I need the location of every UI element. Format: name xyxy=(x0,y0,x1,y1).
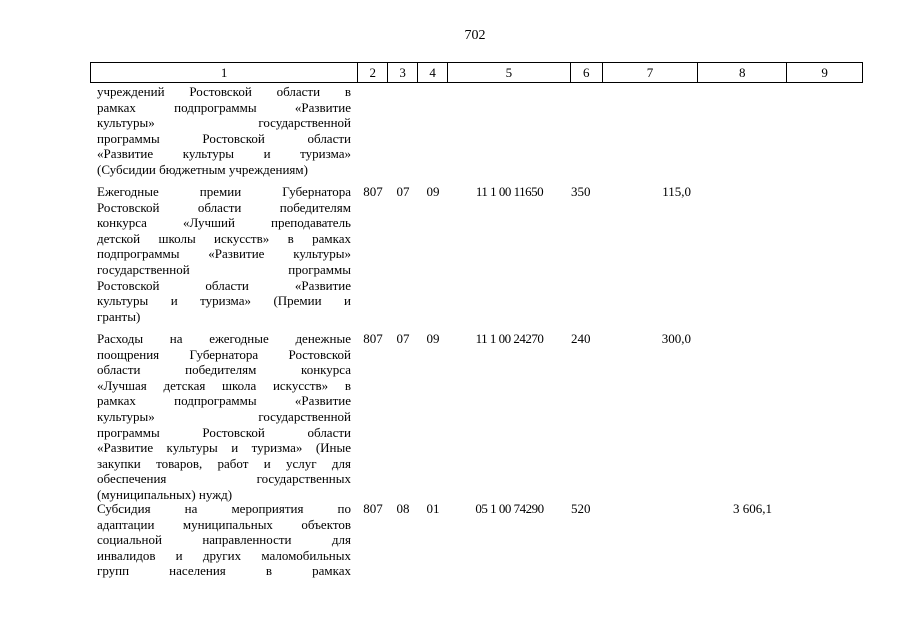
row-description xyxy=(90,501,358,579)
description-line: групп населения в рамках xyxy=(97,563,351,579)
cell-amount-8 xyxy=(699,184,788,324)
cell-expense-type: 520 xyxy=(571,501,591,516)
cell-target-article: 11 1 00 24270 xyxy=(475,331,544,346)
cell-ministry: 807 xyxy=(363,331,383,346)
header-cell-7: 7 xyxy=(603,63,699,82)
cell-section: 08 xyxy=(396,501,410,516)
description-line: подпрограммы «Развитие культуры» xyxy=(97,246,351,262)
cell-expense-type xyxy=(571,84,603,178)
description-line: гранты) xyxy=(97,308,141,324)
description-line: Ростовской области «Развитие xyxy=(97,277,351,293)
description-line: программы Ростовской области xyxy=(97,130,351,146)
description-line: программы Ростовской области xyxy=(97,424,351,440)
description-line: Ростовской области победителям xyxy=(97,199,351,215)
cell-target-article xyxy=(448,84,571,178)
description-line: Ежегодные премии Губернатора xyxy=(97,184,351,199)
cell-amount-7 xyxy=(603,501,699,579)
cell-section: 07 xyxy=(396,184,410,199)
header-cell-5: 5 xyxy=(448,63,571,82)
cell-ministry: 807 xyxy=(363,501,383,516)
description-line: инвалидов и других маломобильных xyxy=(97,547,351,563)
cell-amount-8 xyxy=(699,84,788,178)
description-line: «Лучшая детская школа искусств» в xyxy=(97,377,351,393)
description-line: адаптации муниципальных объектов xyxy=(97,516,351,532)
description-line: конкурса «Лучший преподаватель xyxy=(97,215,351,231)
cell-amount-8 xyxy=(699,331,788,503)
description-line: культуры и туризма» (Премии и xyxy=(97,293,351,309)
cell-subsection: 09 xyxy=(426,331,440,346)
cell-amount-8: 3 606,1 xyxy=(733,501,772,516)
table-header xyxy=(90,62,863,83)
table-row xyxy=(90,84,863,178)
description-line: культуры» государственной xyxy=(97,408,351,424)
header-cell-9: 9 xyxy=(821,64,828,80)
header-cell-6: 6 xyxy=(571,63,603,82)
cell-ministry: 807 xyxy=(363,184,383,199)
description-line: Расходы на ежегодные денежные xyxy=(97,331,351,346)
cell-ministry xyxy=(358,84,388,178)
cell-subsection: 01 xyxy=(426,501,440,516)
description-line: «Развитие культуры и туризма» xyxy=(97,146,351,162)
description-line: государственной программы xyxy=(97,261,351,277)
row-description xyxy=(90,331,358,503)
description-line: рамках подпрограммы «Развитие xyxy=(97,393,351,409)
description-line: культуры» государственной xyxy=(97,115,351,131)
cell-amount-7: 300,0 xyxy=(661,331,691,346)
cell-amount-9 xyxy=(788,184,863,324)
description-line: детской школы искусств» в рамках xyxy=(97,230,351,246)
header-cell-4: 4 xyxy=(418,63,448,82)
cell-amount-7 xyxy=(603,84,699,178)
cell-subsection: 09 xyxy=(426,184,440,199)
description-line: обеспечения государственных xyxy=(97,471,351,487)
cell-amount-7: 115,0 xyxy=(662,184,691,199)
description-line: «Развитие культуры и туризма» (Иные xyxy=(97,440,351,456)
cell-section xyxy=(388,84,418,178)
description-line: (муниципальных) нужд) xyxy=(97,486,233,502)
table-row xyxy=(90,501,863,579)
description-line: Субсидия на мероприятия по xyxy=(97,501,351,516)
header-cell-8: 8 xyxy=(698,63,787,82)
cell-expense-type: 350 xyxy=(571,184,591,199)
cell-subsection xyxy=(418,84,448,178)
cell-target-article: 05 1 00 74290 xyxy=(475,501,544,516)
description-line: закупки товаров, работ и услуг для xyxy=(97,455,351,471)
cell-expense-type: 240 xyxy=(571,331,591,346)
description-line: учреждений Ростовской области в xyxy=(97,84,351,99)
cell-amount-9 xyxy=(788,84,863,178)
cell-target-article: 11 1 00 11650 xyxy=(475,184,544,199)
table-row xyxy=(90,184,863,324)
cell-section: 07 xyxy=(396,331,410,346)
description-line: области победителям конкурса xyxy=(97,362,351,378)
description-line: (Субсидии бюджетным учреждениям) xyxy=(97,161,308,177)
header-cell-2: 2 xyxy=(358,63,388,82)
row-description xyxy=(90,184,358,324)
cell-amount-9 xyxy=(788,331,863,503)
cell-amount-9 xyxy=(788,501,863,579)
row-description xyxy=(90,84,358,178)
description-line: поощрения Губернатора Ростовской xyxy=(97,346,351,362)
header-cell-1: 1 xyxy=(91,63,358,82)
description-line: рамках подпрограммы «Развитие xyxy=(97,99,351,115)
table-row xyxy=(90,331,863,503)
page-number: 702 xyxy=(464,28,486,43)
header-cell-3: 3 xyxy=(388,63,418,82)
description-line: социальной направленности для xyxy=(97,532,351,548)
